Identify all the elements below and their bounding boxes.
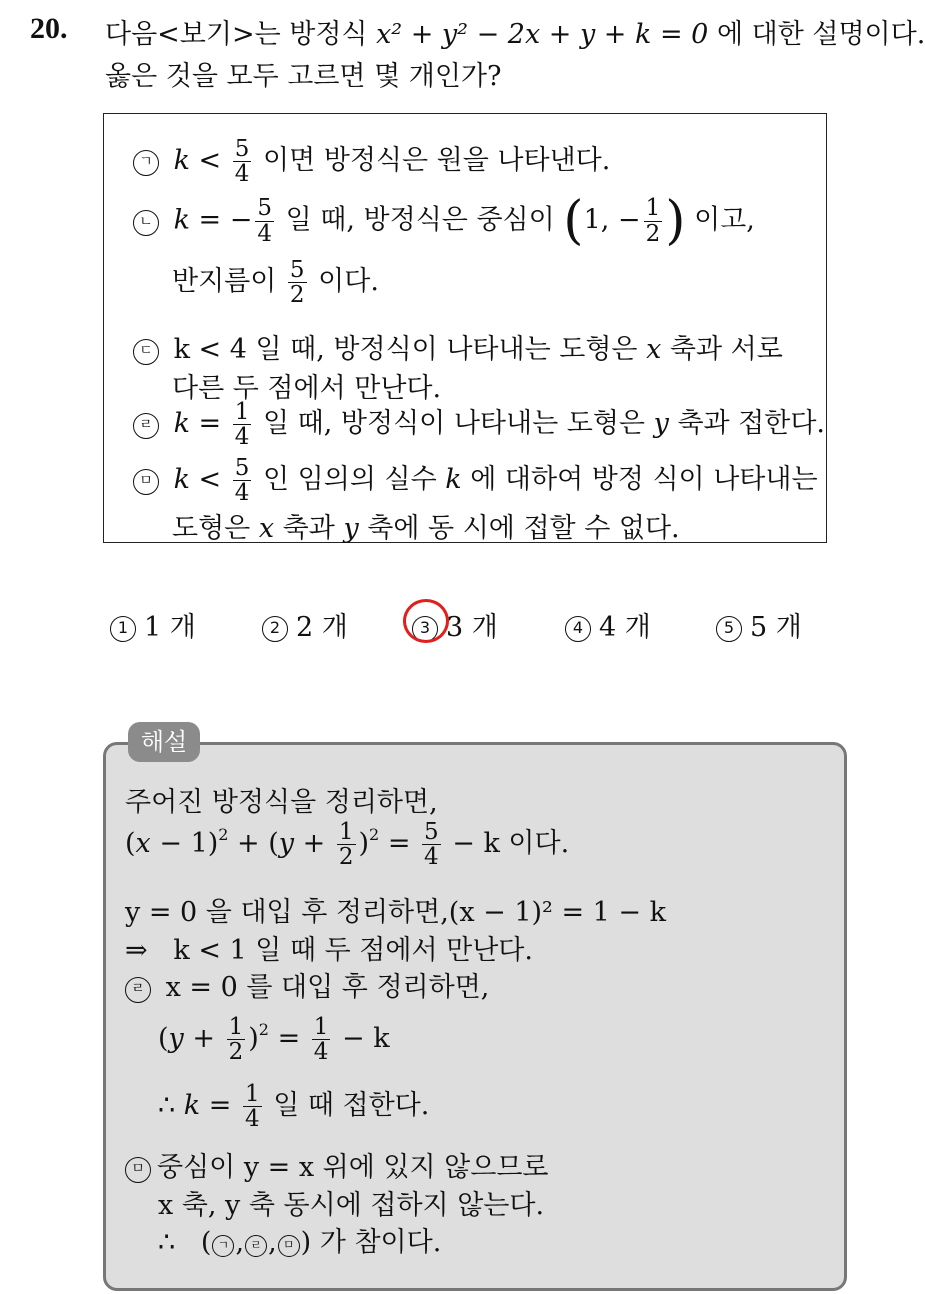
fraction-5-over-2: $\frac{5}{2}$ (289, 257, 305, 309)
solution-tab: 해설 (128, 722, 200, 762)
option-d-mark: ㄹ (133, 413, 159, 439)
fraction-1-over-2: $\frac{1}{2}$ (645, 195, 661, 247)
fraction-5-over-4: $\frac{5}{4}$ (234, 136, 250, 188)
solution-line-1: 주어진 방정식을 정리하면, (125, 787, 438, 818)
choice-1-number: 1 (110, 616, 136, 642)
option-e-mark: ㅁ (133, 469, 159, 495)
therefore-icon: ∴ (158, 1227, 176, 1258)
option-a-mark: ㄱ (133, 150, 159, 176)
solution-line-7: ∴ k = $\frac{1}{4}$ 일 때 접한다. (158, 1081, 430, 1133)
fraction-1-over-4: $\frac{1}{4}$ (234, 399, 250, 451)
implies-icon: ⇒ (125, 935, 148, 966)
option-b: ㄴ k = − $\frac{5}{4}$ 일 때, 방정식은 중심이 (1, − $\frac{1}{2}$ ) 이고, (133, 195, 755, 247)
option-c-mark: ㄷ (133, 339, 159, 365)
choice-4-number: 4 (565, 616, 591, 642)
selected-answer-circle (403, 599, 449, 643)
question-line-2: 옳은 것을 모두 고르면 몇 개인가? (105, 61, 502, 92)
question-equation: x² + y² − 2x + y + k = 0 (376, 19, 709, 50)
question-line-1-post: 에 대한 설명이다. (716, 19, 925, 50)
choice-1[interactable]: 1 1 개 (110, 605, 196, 644)
choice-4[interactable]: 4 4 개 (565, 605, 651, 644)
fraction-5-over-4: $\frac{5}{4}$ (234, 455, 250, 507)
option-b-text-2: 이고, (694, 204, 755, 236)
option-d-text: 일 때, 방정식이 나타내는 도형은 (263, 408, 645, 440)
option-b-mark: ㄴ (133, 210, 159, 236)
solution-line-6: (y + $\frac{1}{2}$ )$^2$ = $\frac{1}{4}$ − k (158, 1014, 390, 1066)
choice-3-number: 3 (412, 616, 438, 642)
question-line-1-pre: 다음<보기>는 방정식 (105, 19, 368, 50)
option-d: ㄹ k = $\frac{1}{4}$ 일 때, 방정식이 나타내는 도형은 y 축과 접한다. (133, 400, 825, 449)
option-c-text: k < 4 일 때, 방정식이 나타내는 도형은 (173, 334, 638, 365)
option-b-line-2: 반지름이 $\frac{5}{2}$ 이다. (172, 257, 379, 309)
option-e: ㅁ k < $\frac{5}{4}$ 인 임의의 실수 k 에 대하여 방정 식이 나타내는 (133, 456, 818, 505)
solution-line-2: $(x - 1)^2 + (y$ + $\frac{1}{2}$ )$^2$ = $\frac{5}{4}$ − k 이다. (125, 819, 570, 871)
question-line-1 (105, 12, 925, 51)
solution-line-9: x 축, y 축 동시에 접하지 않는다. (158, 1190, 545, 1221)
choice-5[interactable]: 5 5 개 (716, 605, 802, 644)
therefore-icon: ∴ (158, 1090, 176, 1122)
option-a: ㄱ k < $\frac{5}{4}$ 이면 방정식은 원을 나타낸다. (133, 137, 610, 186)
solution-line-5: ㄹ x = 0 를 대입 후 정리하면, (125, 965, 489, 1004)
choice-2[interactable]: 2 2 개 (262, 605, 348, 644)
option-b-text: 일 때, 방정식은 중심이 (285, 204, 555, 236)
choice-3[interactable]: 3 3 개 (412, 605, 498, 644)
solution-line-3: y = 0 을 대입 후 정리하면,(x − 1)² = 1 − k (125, 897, 666, 928)
option-e-line-2: 도형은 x 축과 y 축에 동 시에 접할 수 없다. (172, 513, 680, 544)
option-c: ㄷ k < 4 일 때, 방정식이 나타내는 도형은 x 축과 서로 (133, 327, 783, 366)
option-d-text-2: 축과 접한다. (677, 408, 826, 440)
question-number: 20. (30, 12, 68, 45)
choice-2-number: 2 (262, 616, 288, 642)
option-b-center: 1, − (583, 204, 641, 236)
solution-line-8: ㅁ 중심이 y = x 위에 있지 않으므로 (125, 1145, 549, 1184)
option-c-line-2: 다른 두 점에서 만난다. (172, 373, 442, 404)
solution-line-4: ⇒ k < 1 일 때 두 점에서 만난다. (125, 935, 533, 966)
fraction-5-over-4: $\frac{5}{4}$ (257, 195, 273, 247)
option-a-text: 이면 방정식은 원을 나타낸다. (263, 145, 611, 177)
solution-line-10: ∴ ( ㄱ , ㄹ , ㅁ ) 가 참이다. (158, 1227, 442, 1258)
choice-5-number: 5 (716, 616, 742, 642)
option-a-var: k (173, 145, 190, 177)
option-c-text-2: 축과 서로 (669, 334, 783, 365)
